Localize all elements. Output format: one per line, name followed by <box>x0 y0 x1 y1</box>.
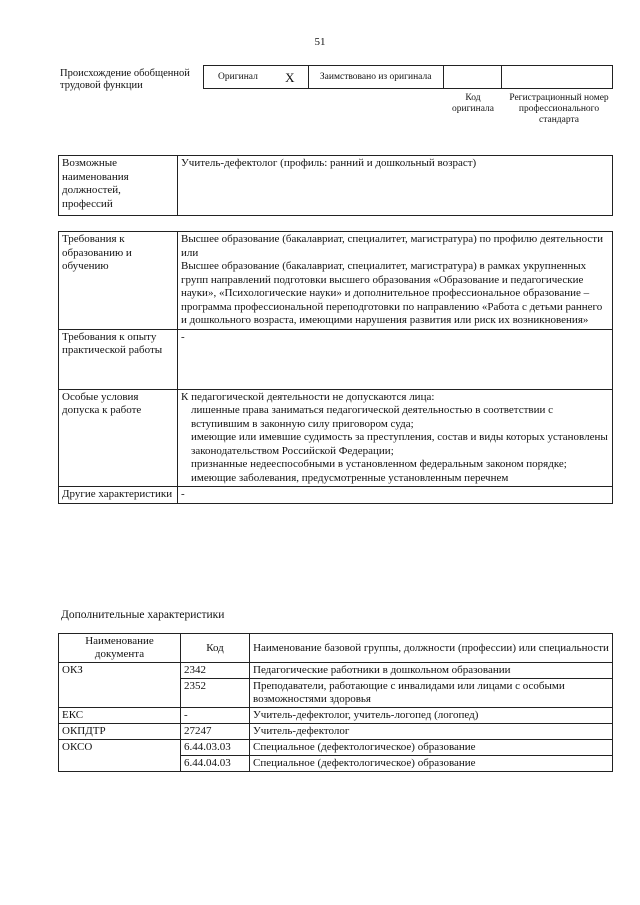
admission-line: имеющие или имевшие судимость за преступления, состав и виды которых установлены законодательством Российской Федерации; <box>191 431 608 457</box>
code-cell: 2352 <box>181 679 250 708</box>
positions-value: Учитель-дефектолог (профиль: ранний и дошкольный возраст) <box>178 156 613 216</box>
code-cell: - <box>181 708 250 724</box>
doc-cell: ОКПДТР <box>59 724 181 740</box>
code-cell: 27247 <box>181 724 250 740</box>
code-cell: 2342 <box>181 663 250 679</box>
origin-code-cell <box>443 66 502 89</box>
admission-value <box>178 389 613 487</box>
origin-table <box>203 65 613 89</box>
admission-label: Особые условия допуска к работе <box>59 389 178 487</box>
admission-line: лишенные права заниматься педагогической деятельностью в соответствии с вступившим в законную силу приговором суда; <box>191 404 554 430</box>
code-caption: Код оригинала <box>452 93 494 114</box>
code-cell: 6.44.03.03 <box>181 740 250 756</box>
table-header-row <box>59 634 613 663</box>
header-name: Наименование базовой группы, должности (профессии) или специальности <box>250 634 613 663</box>
admission-line: имеющие заболевания, предусмотренные установленным перечнем <box>191 471 509 484</box>
origin-original: Оригинал <box>204 66 272 89</box>
doc-cell: ЕКС <box>59 708 181 724</box>
origin-mark: X <box>272 66 308 89</box>
admission-line: признанные недееспособными в установленном федеральным законом порядке; <box>191 458 567 470</box>
name-cell: Педагогические работники в дошкольном образовании <box>250 663 613 679</box>
name-cell: Специальное (дефектологическое) образование <box>250 756 613 772</box>
admission-line: К педагогической деятельности не допускаются лица: <box>181 390 435 403</box>
education-label: Требования к образованию и обучению <box>59 232 178 330</box>
origin-reg-cell <box>502 66 613 89</box>
header-code: Код <box>181 634 250 663</box>
experience-label: Требования к опыту практической работы <box>59 329 178 389</box>
doc-cell: ОКСО <box>59 740 181 772</box>
experience-value: - <box>178 329 613 389</box>
code-cell: 6.44.04.03 <box>181 756 250 772</box>
requirements-table <box>58 231 613 504</box>
education-line: или <box>181 246 199 259</box>
reg-caption: Регистрационный номер профессионального стандарта <box>509 93 609 125</box>
page-number: 51 <box>314 36 326 48</box>
name-cell: Преподаватели, работающие с инвалидами или лицами с особыми возможностями здоровья <box>250 679 613 708</box>
education-line: Высшее образование (бакалавриат, специалитет, магистратура) по профилю деятельности <box>181 233 603 245</box>
additional-table <box>58 633 613 772</box>
table-row <box>59 663 613 679</box>
positions-table <box>58 155 613 216</box>
other-label: Другие характеристики <box>59 487 178 504</box>
name-cell: Учитель-дефектолог <box>250 724 613 740</box>
origin-borrowed: Заимствовано из оригинала <box>308 66 443 89</box>
name-cell: Учитель-дефектолог, учитель-логопед (логопед) <box>250 708 613 724</box>
name-cell: Специальное (дефектологическое) образование <box>250 740 613 756</box>
education-value <box>178 232 613 330</box>
other-value: - <box>178 487 613 504</box>
additional-title: Дополнительные характеристики <box>61 609 225 621</box>
education-line: Высшее образование (бакалавриат, специалитет, магистратура) в рамках укрупненных групп направлений подготовки высшего образования «Образование и педагогические науки», «Психологические науки» и дополнительное профессиональное образование – программа профессиональной переподготовки по направлению «Работа с детьми раннего и дошкольного возраста, имеющими нарушения развития или риск их возникновения» <box>181 260 603 326</box>
positions-label: Возможные наименования должностей, профессий <box>59 156 178 216</box>
table-row <box>59 708 613 724</box>
doc-cell: ОКЗ <box>59 663 181 708</box>
header-document: Наименование документа <box>59 634 181 663</box>
table-row <box>59 740 613 756</box>
table-row <box>59 724 613 740</box>
origin-label: Происхождение обобщенной трудовой функции <box>60 68 190 91</box>
